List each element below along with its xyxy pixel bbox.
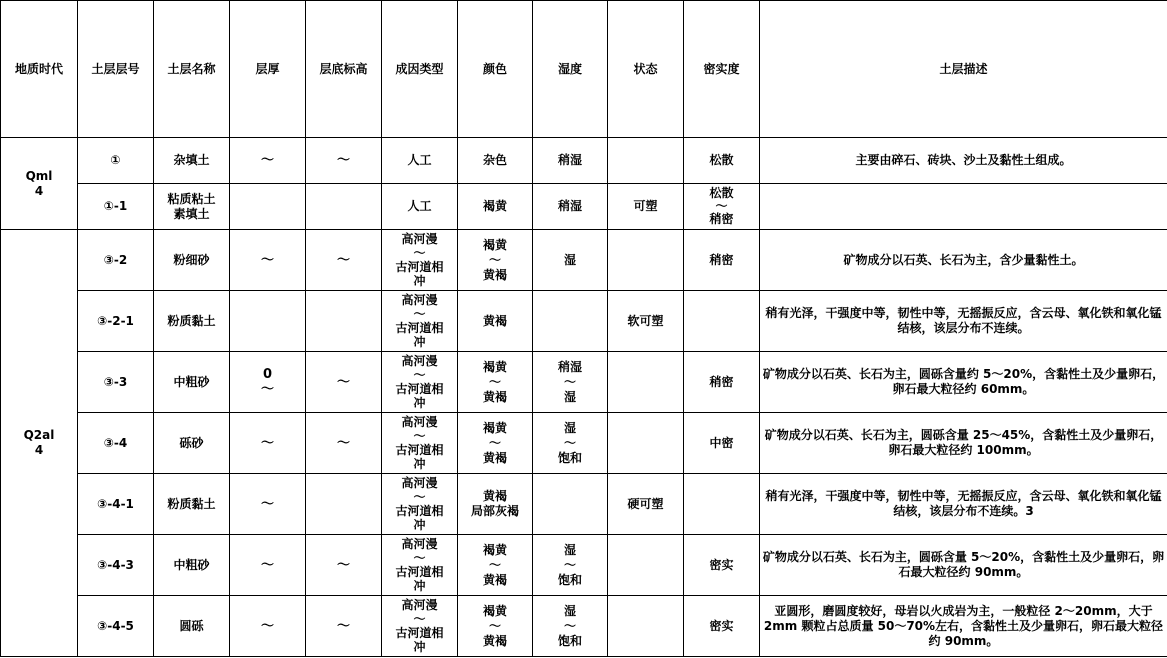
layer-no-cell: ①-1 <box>78 184 154 230</box>
thickness-cell: ～ <box>230 474 306 535</box>
origin-cell: 人工 <box>382 184 458 230</box>
header-cell: 层厚 <box>230 1 306 138</box>
description-cell: 矿物成分以石英、长石为主，圆砾含量 25～45%，含黏性土及少量卵石，卵石最大粒径约 100mm。 <box>760 413 1167 474</box>
header-cell: 颜色 <box>458 1 533 138</box>
thickness-cell: ～ <box>230 138 306 184</box>
layer-no-cell: ③-4 <box>78 413 154 474</box>
origin-cell: 人工 <box>382 138 458 184</box>
origin-cell: 高河漫 ～ 古河道相 冲 <box>382 474 458 535</box>
header-cell: 地质时代 <box>1 1 78 138</box>
header-cell: 成因类型 <box>382 1 458 138</box>
bottom-elevation-cell: ～ <box>306 352 382 413</box>
header-cell: 土层层号 <box>78 1 154 138</box>
thickness-cell: ～ <box>230 535 306 596</box>
table-row <box>1 352 1167 413</box>
table-row <box>1 413 1167 474</box>
state-cell <box>608 535 684 596</box>
description-cell: 矿物成分以石英、长石为主，圆砾含量约 5～20%，含黏性土及少量卵石，卵石最大粒径约 60mm。 <box>760 352 1167 413</box>
humidity-cell: 湿 ～ 饱和 <box>533 596 608 657</box>
layer-no-cell: ③-4-3 <box>78 535 154 596</box>
humidity-cell <box>533 291 608 352</box>
description-cell: 矿物成分以石英、长石为主，含少量黏性土。 <box>760 230 1167 291</box>
color-cell: 褐黄 ～ 黄褐 <box>458 596 533 657</box>
description-cell: 亚圆形，磨圆度较好，母岩以火成岩为主，一般粒径 2～20mm，大于 2mm 颗粒占总质量 50～70%左右，含黏性土及少量卵石，卵石最大粒径约 90mm。 <box>760 596 1167 657</box>
thickness-cell <box>230 184 306 230</box>
color-cell: 黄褐 <box>458 291 533 352</box>
color-cell: 褐黄 ～ 黄褐 <box>458 230 533 291</box>
bottom-elevation-cell: ～ <box>306 596 382 657</box>
thickness-cell: ～ <box>230 596 306 657</box>
bottom-elevation-cell <box>306 184 382 230</box>
table-row <box>1 230 1167 291</box>
humidity-cell <box>533 474 608 535</box>
layer-no-cell: ③-4-5 <box>78 596 154 657</box>
density-cell: 密实 <box>684 596 760 657</box>
layer-no-cell: ③-3 <box>78 352 154 413</box>
humidity-cell: 湿 <box>533 230 608 291</box>
density-cell: 密实 <box>684 535 760 596</box>
density-cell <box>684 291 760 352</box>
density-cell: 松散 <box>684 138 760 184</box>
color-cell: 褐黄 ～ 黄褐 <box>458 535 533 596</box>
state-cell <box>608 596 684 657</box>
state-cell: 软可塑 <box>608 291 684 352</box>
header-cell: 土层描述 <box>760 1 1167 138</box>
header-cell: 湿度 <box>533 1 608 138</box>
bottom-elevation-cell: ～ <box>306 230 382 291</box>
header-cell: 土层名称 <box>154 1 230 138</box>
era-cell-q2al: Q2al 4 <box>1 230 78 657</box>
header-cell: 密实度 <box>684 1 760 138</box>
density-cell: 松散 ～ 稍密 <box>684 184 760 230</box>
description-cell: 稍有光泽，干强度中等，韧性中等，无摇振反应，含云母、氧化铁和氧化锰结核，该层分布不连续。 <box>760 291 1167 352</box>
description-cell: 矿物成分以石英、长石为主，圆砾含量 5～20%，含黏性土及少量卵石，卵石最大粒径约 90mm。 <box>760 535 1167 596</box>
description-cell <box>760 184 1167 230</box>
description-cell: 主要由碎石、砖块、沙土及黏性土组成。 <box>760 138 1167 184</box>
state-cell: 硬可塑 <box>608 474 684 535</box>
color-cell: 褐黄 ～ 黄褐 <box>458 352 533 413</box>
color-cell: 黄褐 局部灰褐 <box>458 474 533 535</box>
bottom-elevation-cell: ～ <box>306 535 382 596</box>
header-cell: 状态 <box>608 1 684 138</box>
bottom-elevation-cell: ～ <box>306 138 382 184</box>
thickness-cell: ～ <box>230 413 306 474</box>
table-row <box>1 184 1167 230</box>
origin-cell: 高河漫 ～ 古河道相 冲 <box>382 291 458 352</box>
color-cell: 褐黄 ～ 黄褐 <box>458 413 533 474</box>
origin-cell: 高河漫 ～ 古河道相 冲 <box>382 230 458 291</box>
layer-name-cell: 粉细砂 <box>154 230 230 291</box>
layer-name-cell: 圆砾 <box>154 596 230 657</box>
header-row <box>1 1 1167 138</box>
state-cell <box>608 413 684 474</box>
layer-no-cell: ① <box>78 138 154 184</box>
density-cell: 稍密 <box>684 230 760 291</box>
table-row <box>1 596 1167 657</box>
density-cell: 稍密 <box>684 352 760 413</box>
bottom-elevation-cell <box>306 291 382 352</box>
state-cell: 可塑 <box>608 184 684 230</box>
layer-name-cell: 砾砂 <box>154 413 230 474</box>
humidity-cell: 稍湿 <box>533 184 608 230</box>
thickness-cell: ～ <box>230 230 306 291</box>
layer-name-cell: 粘质粘土 素填土 <box>154 184 230 230</box>
bottom-elevation-cell: ～ <box>306 413 382 474</box>
table-row <box>1 535 1167 596</box>
humidity-cell: 稍湿 ～ 湿 <box>533 352 608 413</box>
color-cell: 杂色 <box>458 138 533 184</box>
header-cell: 层底标高 <box>306 1 382 138</box>
state-cell <box>608 352 684 413</box>
layer-name-cell: 粉质黏土 <box>154 474 230 535</box>
humidity-cell: 湿 ～ 饱和 <box>533 413 608 474</box>
humidity-cell: 湿 ～ 饱和 <box>533 535 608 596</box>
humidity-cell: 稍湿 <box>533 138 608 184</box>
era-cell-qml: Qml 4 <box>1 138 78 230</box>
layer-no-cell: ③-2 <box>78 230 154 291</box>
state-cell <box>608 138 684 184</box>
density-cell: 中密 <box>684 413 760 474</box>
thickness-cell <box>230 291 306 352</box>
description-cell: 稍有光泽，干强度中等，韧性中等，无摇振反应，含云母、氧化铁和氧化锰结核，该层分布不连续。3 <box>760 474 1167 535</box>
origin-cell: 高河漫 ～ 古河道相 冲 <box>382 413 458 474</box>
thickness-cell: 0 ～ <box>230 352 306 413</box>
table-row <box>1 474 1167 535</box>
table-row <box>1 291 1167 352</box>
bottom-elevation-cell <box>306 474 382 535</box>
layer-name-cell: 中粗砂 <box>154 352 230 413</box>
layer-name-cell: 中粗砂 <box>154 535 230 596</box>
origin-cell: 高河漫 ～ 古河道相 冲 <box>382 352 458 413</box>
origin-cell: 高河漫 ～ 古河道相 冲 <box>382 535 458 596</box>
table-row <box>1 138 1167 184</box>
density-cell <box>684 474 760 535</box>
state-cell <box>608 230 684 291</box>
color-cell: 褐黄 <box>458 184 533 230</box>
layer-no-cell: ③-4-1 <box>78 474 154 535</box>
origin-cell: 高河漫 ～ 古河道相 冲 <box>382 596 458 657</box>
layer-name-cell: 杂填土 <box>154 138 230 184</box>
layer-no-cell: ③-2-1 <box>78 291 154 352</box>
layer-name-cell: 粉质黏土 <box>154 291 230 352</box>
